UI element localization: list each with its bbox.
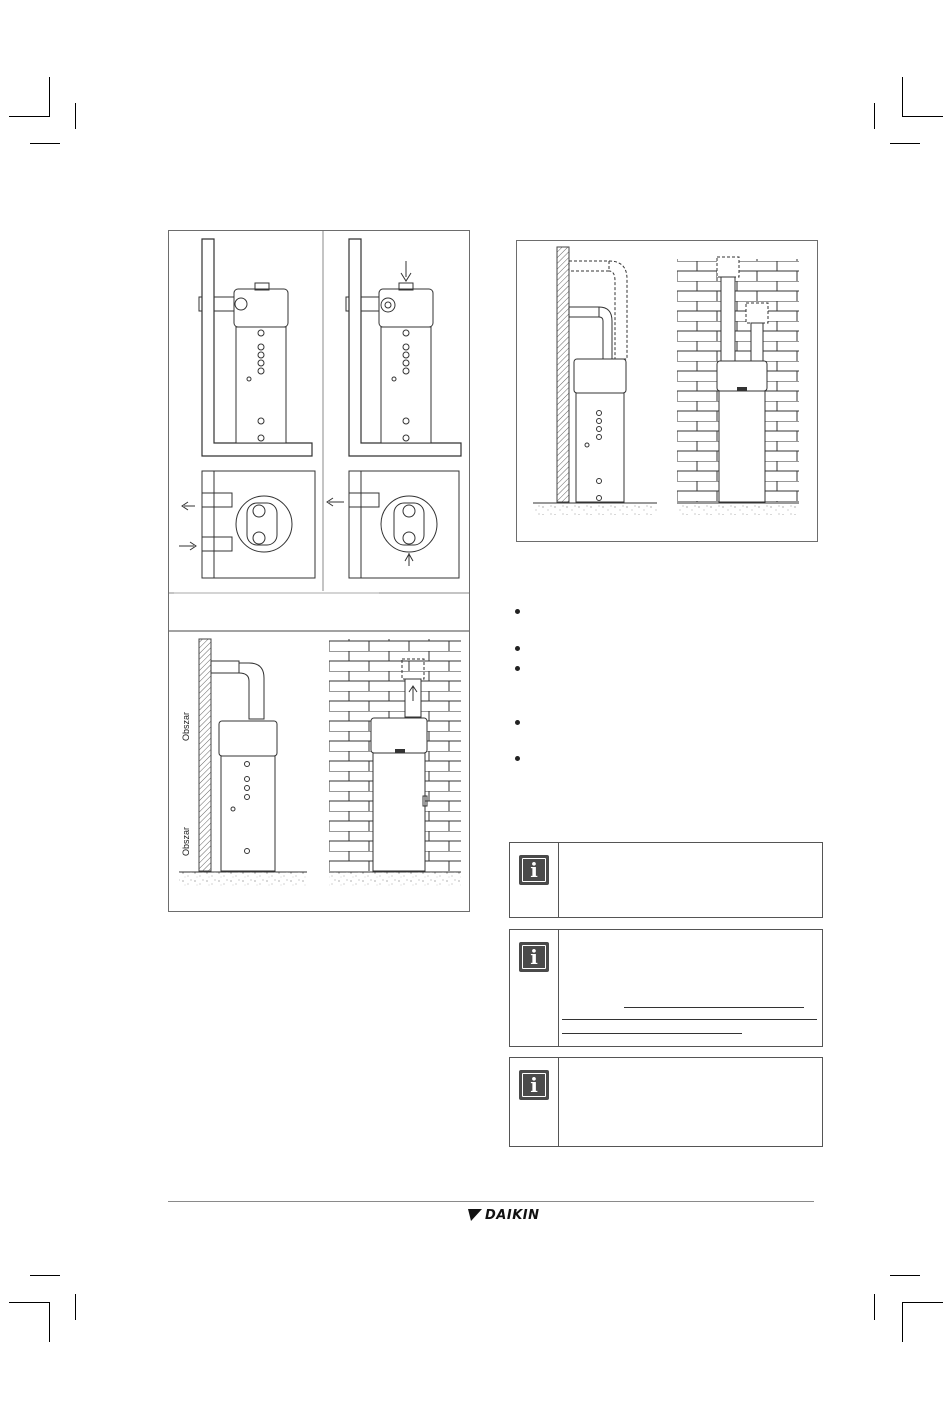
link-underline <box>624 1007 804 1008</box>
link-underline <box>562 1033 742 1034</box>
installation-diagram-left <box>169 231 469 911</box>
area-label-upper: Obszar <box>181 711 191 741</box>
installation-diagram-right <box>517 241 817 541</box>
brand-wordmark: DAIKIN <box>485 1207 540 1223</box>
link-underline <box>562 1019 817 1020</box>
footer-rule <box>168 1201 814 1202</box>
info-icon: i <box>519 855 549 885</box>
installation-figure-right <box>516 240 818 542</box>
bullet-marker <box>515 666 520 671</box>
installation-figure-left <box>168 230 470 912</box>
info-note <box>509 929 823 1047</box>
bullet-marker <box>515 646 520 651</box>
info-note-icon-cell <box>510 930 559 1046</box>
bullet-marker <box>515 609 520 614</box>
daikin-logo <box>468 1205 539 1225</box>
info-note-icon-cell <box>510 1058 559 1146</box>
bullet-marker <box>515 720 520 725</box>
info-note <box>509 1057 823 1147</box>
info-note-icon-cell <box>510 843 559 917</box>
daikin-logo-icon <box>468 1209 482 1221</box>
info-icon: i <box>519 1070 549 1100</box>
info-icon: i <box>519 942 549 972</box>
area-label-lower: Obszar <box>181 826 191 856</box>
info-note <box>509 842 823 918</box>
bullet-marker <box>515 756 520 761</box>
